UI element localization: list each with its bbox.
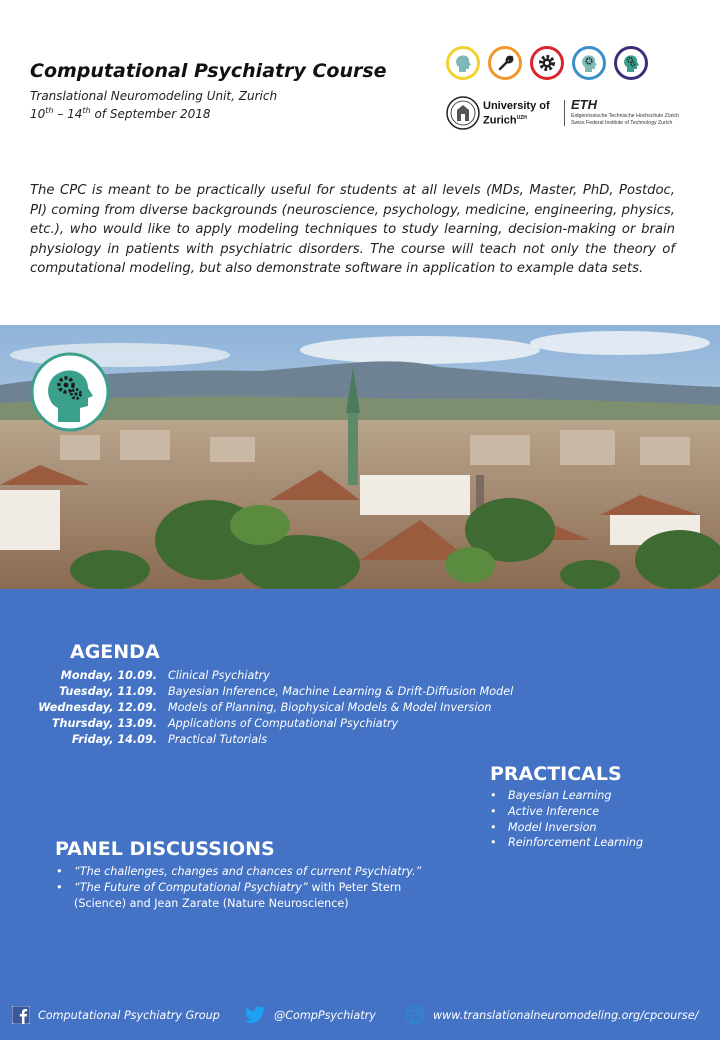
panel-discussions-heading: PANEL DISCUSSIONS xyxy=(55,838,275,860)
agenda-topic: Practical Tutorials xyxy=(168,733,268,746)
head-gears-icon xyxy=(614,46,648,80)
agenda-day: Monday, 10.09. xyxy=(60,669,157,682)
facebook-link[interactable]: Computational Psychiatry Group xyxy=(12,1006,220,1024)
uzh-wordmark: University of Zurich$^{UZH}$ xyxy=(483,100,550,127)
list-item: • Bayesian Learning xyxy=(490,789,612,802)
logo-divider xyxy=(564,100,565,126)
facebook-icon xyxy=(12,1006,30,1024)
agenda-item xyxy=(0,685,600,701)
practicals-list xyxy=(490,788,643,851)
twitter-icon xyxy=(244,1006,266,1024)
agenda-day: Wednesday, 12.09. xyxy=(38,701,157,714)
agenda-day: Friday, 14.09. xyxy=(71,733,157,746)
website-link[interactable]: www.translationalneuromodeling.org/cpcourse/ xyxy=(405,1006,698,1024)
agenda-topic: Applications of Computational Psychiatry xyxy=(168,717,399,730)
list-item: • Model Inversion xyxy=(490,820,597,834)
agenda-topic: Clinical Psychiatry xyxy=(168,669,270,682)
eth-wordmark: ETH xyxy=(571,97,597,112)
panel-discussions-list xyxy=(56,864,421,911)
list-item-continuation: (Science) and Jean Zarate (Nature Neuroscience) xyxy=(74,896,349,910)
agenda-topic: Bayesian Inference, Machine Learning & Drift-Diffusion Model xyxy=(168,685,514,698)
eth-name-german: Eidgenössische Technische Hochschule Zürich xyxy=(571,113,680,119)
agenda-day: Tuesday, 11.09. xyxy=(59,685,157,698)
header xyxy=(0,0,720,325)
agenda-topic: Models of Planning, Biophysical Models & Model Inversion xyxy=(168,701,492,714)
list-item: • “The Future of Computational Psychiatry” with Peter Stern xyxy=(56,880,402,894)
agenda-item xyxy=(0,733,600,749)
course-dates: 10th – 14th of September 2018 xyxy=(30,106,211,121)
university-logos xyxy=(446,96,680,130)
list-item: • Reinforcement Learning xyxy=(490,836,644,850)
list-item: • Active Inference xyxy=(490,804,600,818)
course-title: Computational Psychiatry Course xyxy=(30,60,387,82)
gear-icon xyxy=(530,46,564,80)
head-gears-icon xyxy=(30,352,110,432)
course-description: The CPC is meant to be practically useful for students at all levels (MDs, Master, PhD, Postdoc, PI) coming from diverse backgrounds (neuroscience, psychology, medicine, engineering, physics, etc.), who would like to apply modeling techniques to study learning, decision-making or brain physiology in patients with psychiatric disorders. The course will teach not only the theory of computational modeling, but also demonstrate software in application to example data sets. xyxy=(30,183,675,277)
agenda-heading: AGENDA xyxy=(70,641,160,663)
eth-name-english: Swiss Federal Institute of Technology Zurich xyxy=(571,120,673,126)
head-gear-icon xyxy=(572,46,606,80)
globe-icon xyxy=(405,1005,425,1025)
wrench-icon xyxy=(488,46,522,80)
practicals-heading: PRACTICALS xyxy=(490,763,622,785)
list-item: • “The challenges, changes and chances of current Psychiatry.” xyxy=(56,865,422,878)
agenda-item xyxy=(0,669,600,685)
uzh-seal-icon xyxy=(446,96,480,130)
course-subtitle: Translational Neuromodeling Unit, Zurich xyxy=(30,89,278,103)
twitter-link[interactable]: @CompPsychiatry xyxy=(244,1006,376,1024)
agenda-item xyxy=(0,701,600,717)
info-panel xyxy=(0,589,720,1040)
module-logos xyxy=(446,46,648,80)
head-icon xyxy=(446,46,480,80)
agenda-day: Thursday, 13.09. xyxy=(51,717,157,730)
agenda-item xyxy=(0,717,600,733)
